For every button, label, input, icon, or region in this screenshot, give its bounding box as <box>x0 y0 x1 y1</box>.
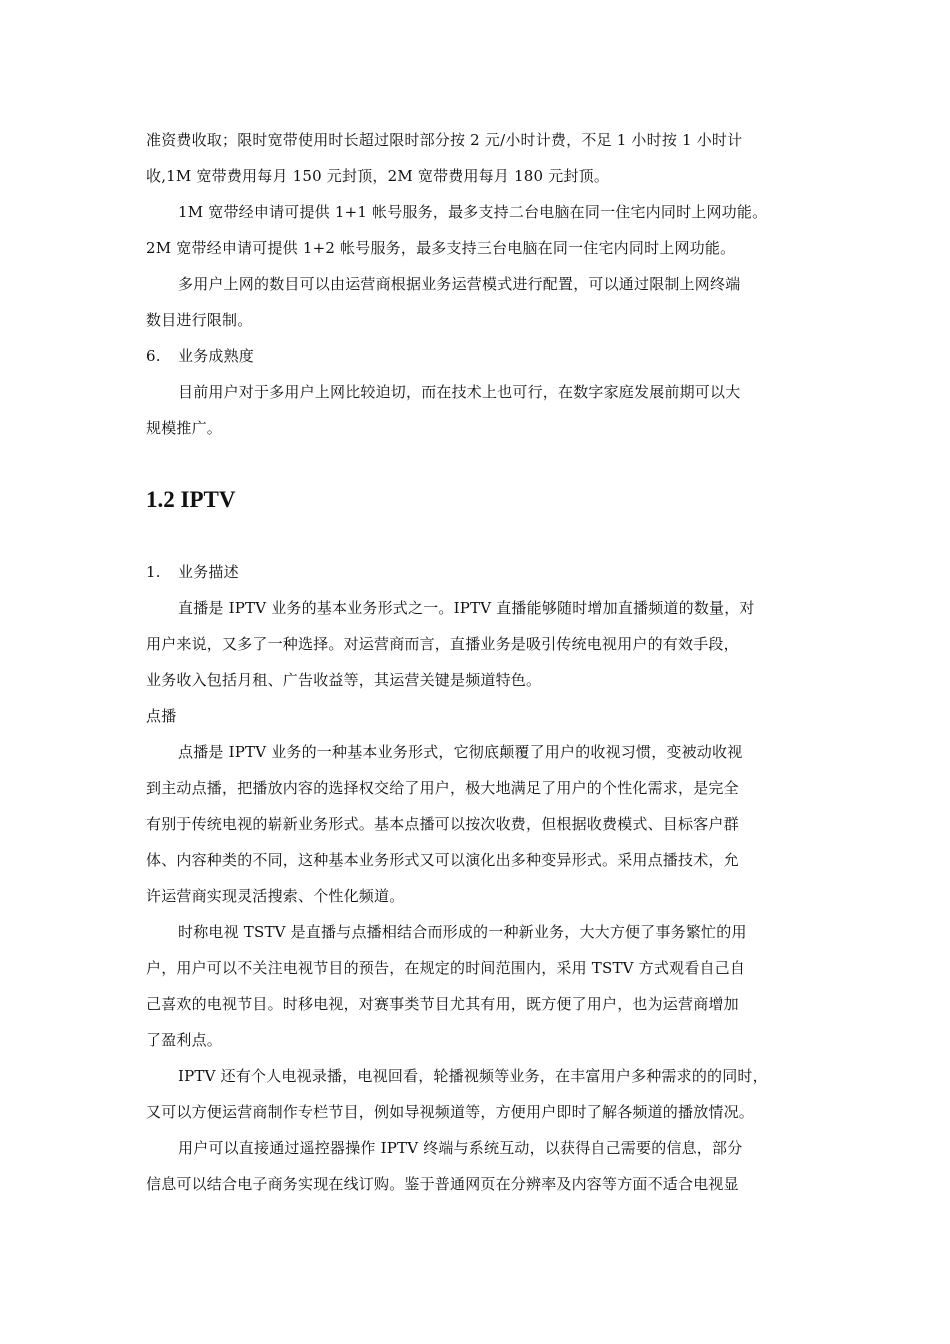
text-line: 2M 宽带经申请可提供 1+2 帐号服务，最多支持三台电脑在同一住宅内同时上网功能。 <box>146 239 736 257</box>
text-line: 有别于传统电视的崭新业务形式。基本点播可以按次收费，但根据收费模式、目标客户群 <box>146 815 739 833</box>
paragraph <box>146 914 811 1058</box>
list-item-label: 业务成熟度 <box>178 347 255 365</box>
text-line: 信息可以结合电子商务实现在线订购。鉴于普通网页在分辨率及内容等方面不适合电视显 <box>146 1175 739 1193</box>
text-line: 数目进行限制。 <box>146 311 253 329</box>
text-line: 了盈利点。 <box>146 1031 223 1049</box>
text-line: 己喜欢的电视节目。时移电视，对赛事类节目尤其有用，既方便了用户，也为运营商增加 <box>146 995 739 1013</box>
list-item-label: 业务描述 <box>178 563 239 581</box>
list-item <box>146 338 811 374</box>
paragraph <box>146 1058 811 1130</box>
text-line: 许运营商实现灵活搜索、个性化频道。 <box>146 887 405 905</box>
paragraph <box>146 1130 811 1202</box>
text-line: 用户来说，又多了一种选择。对运营商而言，直播业务是吸引传统电视用户的有效手段， <box>146 635 739 653</box>
paragraph <box>146 734 811 914</box>
subheading: 点播 <box>146 707 177 725</box>
text-line: 业务收入包括月租、广告收益等，其运营关键是频道特色。 <box>146 671 542 689</box>
list-item-number: 1. <box>146 563 161 581</box>
paragraph <box>146 374 811 446</box>
text-line: 时称电视 TSTV 是直播与点播相结合而形成的一种新业务，大大方便了事务繁忙的用 <box>178 923 747 941</box>
document-body <box>146 122 811 1202</box>
text-line: 点播是 IPTV 业务的一种基本业务形式，它彻底颠覆了用户的收视习惯，变被动收视 <box>178 743 743 761</box>
text-line: 目前用户对于多用户上网比较迫切，而在技术上也可行，在数字家庭发展前期可以大 <box>178 383 741 401</box>
text-line: IPTV 还有个人电视录播，电视回看，轮播视频等业务，在丰富用户多种需求的的同时， <box>178 1067 768 1085</box>
text-line: 用户可以直接通过遥控器操作 IPTV 终端与系统互动，以获得自己需要的信息，部分 <box>178 1139 743 1157</box>
list-item <box>146 554 811 590</box>
text-line: 准资费收取；限时宽带使用时长超过限时部分按 2 元/小时计费，不足 1 小时按 1 小时计 <box>146 131 743 149</box>
section-heading: 1.2 IPTV <box>146 487 236 512</box>
text-line: 多用户上网的数目可以由运营商根据业务运营模式进行配置，可以通过限制上网终端 <box>178 275 741 293</box>
list-item-number: 6. <box>146 347 161 365</box>
paragraph <box>146 590 811 698</box>
paragraph <box>146 122 811 194</box>
text-line: 收,1M 宽带费用每月 150 元封顶，2M 宽带费用每月 180 元封顶。 <box>146 167 610 185</box>
paragraph <box>146 194 811 266</box>
text-line: 直播是 IPTV 业务的基本业务形式之一。IPTV 直播能够随时增加直播频道的数量，对 <box>178 599 755 617</box>
text-line: 又可以方便运营商制作专栏节目，例如导视频道等，方便用户即时了解各频道的播放情况。 <box>146 1103 755 1121</box>
text-line: 体、内容种类的不同，这种基本业务形式又可以演化出多种变异形式。采用点播技术，允 <box>146 851 739 869</box>
text-line: 规模推广。 <box>146 419 223 437</box>
text-line: 户，用户可以不关注电视节目的预告，在规定的时间范围内，采用 TSTV 方式观看自己自 <box>146 959 746 977</box>
text-line: 到主动点播，把播放内容的选择权交给了用户，极大地满足了用户的个性化需求，是完全 <box>146 779 739 797</box>
paragraph <box>146 266 811 338</box>
text-line: 1M 宽带经申请可提供 1+1 帐号服务，最多支持二台电脑在同一住宅内同时上网功能。 <box>178 203 768 221</box>
